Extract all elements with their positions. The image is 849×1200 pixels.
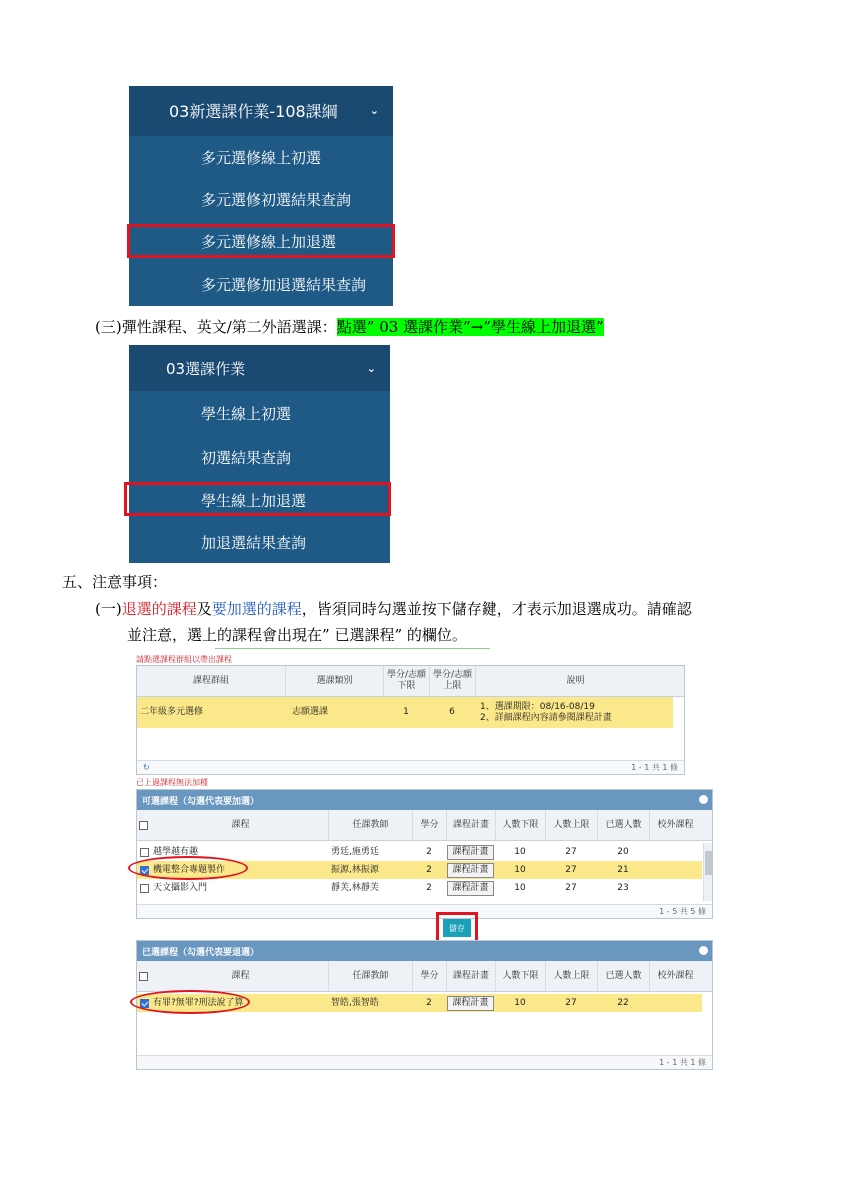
chevron-down-icon: ⌄: [369, 103, 379, 117]
panel-title: 可選課程（勾選代表要加選）: [142, 796, 260, 807]
menu-item-label: 學生線上初選: [201, 404, 292, 423]
col-course: 課程: [231, 970, 250, 981]
menu-item-label: 多元選修初選結果查詢: [201, 190, 352, 209]
group-min: 1: [403, 707, 409, 717]
course-plan-button[interactable]: 課程計畫: [447, 881, 493, 896]
menu-item-add-drop-result[interactable]: [129, 262, 393, 306]
scrollbar[interactable]: [703, 843, 712, 901]
col-group: 課程群組: [192, 675, 229, 686]
highlight-box-menu1: [127, 224, 395, 258]
col-teacher: 任課教師: [328, 961, 412, 991]
min-cell: 10: [514, 864, 526, 875]
panel-title: 已選課程（勾選代表要退選）: [142, 947, 260, 958]
drop-course-text: 退選的課程: [121, 600, 197, 618]
course-name: 越學越有趣: [153, 846, 199, 857]
credit-cell: 2: [426, 997, 432, 1008]
col-plan: 課程計畫: [446, 810, 495, 840]
max-cell: 27: [565, 882, 577, 893]
menu-item-label: 加退選結果查詢: [201, 533, 307, 552]
collapse-icon[interactable]: [699, 946, 708, 955]
credit-cell: 2: [426, 864, 432, 875]
row-checkbox[interactable]: [140, 884, 149, 893]
course-menu-03: [129, 345, 390, 563]
group-table-footer: [137, 760, 684, 774]
menu-item-student-initial[interactable]: [129, 391, 390, 435]
selected-title: [137, 941, 712, 961]
chevron-down-icon: ⌄: [366, 361, 376, 375]
count-cell: 22: [617, 997, 629, 1008]
menu-item-label: 多元選修加退選結果查詢: [201, 275, 367, 294]
col-count: 已選人數: [597, 961, 649, 991]
col-course: 課程: [231, 819, 250, 830]
desc-line-2: 2、詳細課程內容請參閱課程計畫: [480, 712, 612, 723]
course-menu-108: [129, 86, 393, 306]
teacher-cell: 勇廷,施勇廷: [331, 846, 379, 857]
teacher-cell: 振源,林振源: [331, 864, 379, 875]
col-min: 人數下限: [495, 810, 545, 840]
available-courses-panel: [136, 789, 713, 919]
menu-header-label: 03新選課作業-108課綱: [169, 101, 338, 121]
min-cell: 10: [514, 846, 526, 857]
credit-cell: 2: [426, 846, 432, 857]
course-plan-button[interactable]: 課程計畫: [447, 863, 493, 878]
section5-title: 五、注意事項：: [62, 573, 168, 591]
col-credit: 學分: [412, 961, 446, 991]
scrollbar-thumb[interactable]: [705, 851, 712, 875]
col-credit: 學分: [412, 810, 446, 840]
menu-item-initial-select[interactable]: [129, 136, 393, 178]
section3-highlight: 點選” 03 選課作業”→”學生線上加退選”: [336, 318, 604, 336]
min-cell: 10: [514, 997, 526, 1008]
pager-text: 1 - 1 共 1 條: [659, 1058, 706, 1067]
table-row[interactable]: [137, 697, 673, 728]
group-type: 志願選課: [292, 707, 329, 717]
col-type: 選課類別: [285, 666, 383, 696]
select-all-checkbox[interactable]: [139, 972, 148, 981]
max-cell: 27: [565, 997, 577, 1008]
section5-para1: [95, 598, 692, 619]
group-table-header: [137, 666, 684, 697]
section3-prefix: (三)彈性課程、英文/第二外語選課：: [95, 318, 337, 336]
course-name: 機電整合專題製作: [153, 864, 226, 875]
refresh-icon[interactable]: ↻: [143, 763, 150, 772]
count-cell: 20: [617, 846, 629, 857]
section3-line: [95, 316, 604, 337]
credit-cell: 2: [426, 882, 432, 893]
add-course-text: 要加選的課程: [211, 600, 302, 618]
plan-cell: [446, 843, 495, 861]
menu-item-initial-result[interactable]: [129, 435, 390, 479]
col-max: 人數上限: [545, 961, 597, 991]
max-cell: 27: [565, 864, 577, 875]
col-desc: 說明: [475, 666, 675, 696]
and-text: 及: [196, 600, 212, 618]
col-max: 學分/志願上限: [429, 666, 475, 696]
course-name: 天文攝影入門: [153, 882, 208, 893]
pager-text: 1 - 5 共 5 條: [659, 907, 706, 916]
course-plan-button[interactable]: 課程計畫: [447, 845, 493, 860]
menu-header-108[interactable]: [129, 86, 393, 134]
menu-header-label: 03選課作業: [166, 359, 246, 378]
teacher-cell: 靜芙,林靜芙: [331, 882, 379, 893]
teacher-cell: 智皓,張智皓: [331, 997, 379, 1008]
highlight-oval-added: [128, 856, 248, 880]
available-note: 已上過課程無法加種: [136, 778, 208, 787]
selected-footer: [137, 1055, 712, 1069]
col-teacher: 任課教師: [328, 810, 412, 840]
table-row[interactable]: [137, 879, 702, 897]
count-cell: 23: [617, 882, 629, 893]
col-external: 校外課程: [649, 810, 701, 840]
plan-cell: [446, 879, 495, 897]
para-prefix: (一): [95, 600, 122, 618]
menu-header-03[interactable]: [129, 345, 390, 391]
menu-item-label: 初選結果查詢: [201, 448, 292, 467]
plan-cell: [446, 994, 495, 1012]
row-checkbox[interactable]: [140, 848, 149, 857]
group-name: 二年級多元選修: [140, 707, 204, 717]
col-min: 人數下限: [495, 961, 545, 991]
menu-item-add-drop-result[interactable]: [129, 521, 390, 563]
count-cell: 21: [617, 864, 629, 875]
select-all-col[interactable]: [137, 810, 153, 840]
course-cell: [137, 879, 328, 897]
desc-line-1: 1、選課期限：08/16-08/19: [480, 701, 595, 712]
group-max: 6: [449, 707, 455, 717]
group-desc: [477, 697, 673, 728]
available-footer: [137, 904, 712, 918]
select-all-col[interactable]: [137, 961, 153, 991]
group-hint: 請點選課程群組以帶出課程: [136, 655, 232, 664]
course-name: 有罪?無罪?刑法說了算: [153, 997, 244, 1008]
para-rest: ，皆須同時勾選並按下儲存鍵，才表示加退選成功。請確認: [301, 600, 692, 618]
group-table: [136, 665, 685, 775]
col-plan: 課程計畫: [446, 961, 495, 991]
selected-header: [137, 961, 712, 992]
col-count: 已選人數: [597, 810, 649, 840]
menu-item-label: 多元選修線上初選: [201, 148, 322, 167]
highlight-oval-dropped: [130, 990, 250, 1014]
section5-para1-line2: 並注意，選上的課程會出現在” 已選課程” 的欄位。: [127, 626, 467, 644]
highlight-box-menu2: [124, 482, 391, 516]
col-external: 校外課程: [649, 961, 701, 991]
save-button[interactable]: 儲存: [443, 919, 471, 937]
menu-item-label: 學生線上加退選: [201, 491, 307, 510]
available-title: [137, 790, 712, 810]
course-plan-button[interactable]: 課程計畫: [447, 996, 493, 1011]
menu-item-label: 多元選修線上加退選: [201, 232, 337, 251]
divider-line: [215, 648, 490, 649]
min-cell: 10: [514, 882, 526, 893]
col-min: 學分/志願下限: [383, 666, 429, 696]
col-max: 人數上限: [545, 810, 597, 840]
pager-text: 1 - 1 共 1 條: [631, 763, 678, 772]
select-all-checkbox[interactable]: [139, 821, 148, 830]
menu-item-initial-result[interactable]: [129, 178, 393, 220]
plan-cell: [446, 861, 495, 879]
collapse-icon[interactable]: [699, 795, 708, 804]
max-cell: 27: [565, 846, 577, 857]
available-header: [137, 810, 712, 841]
